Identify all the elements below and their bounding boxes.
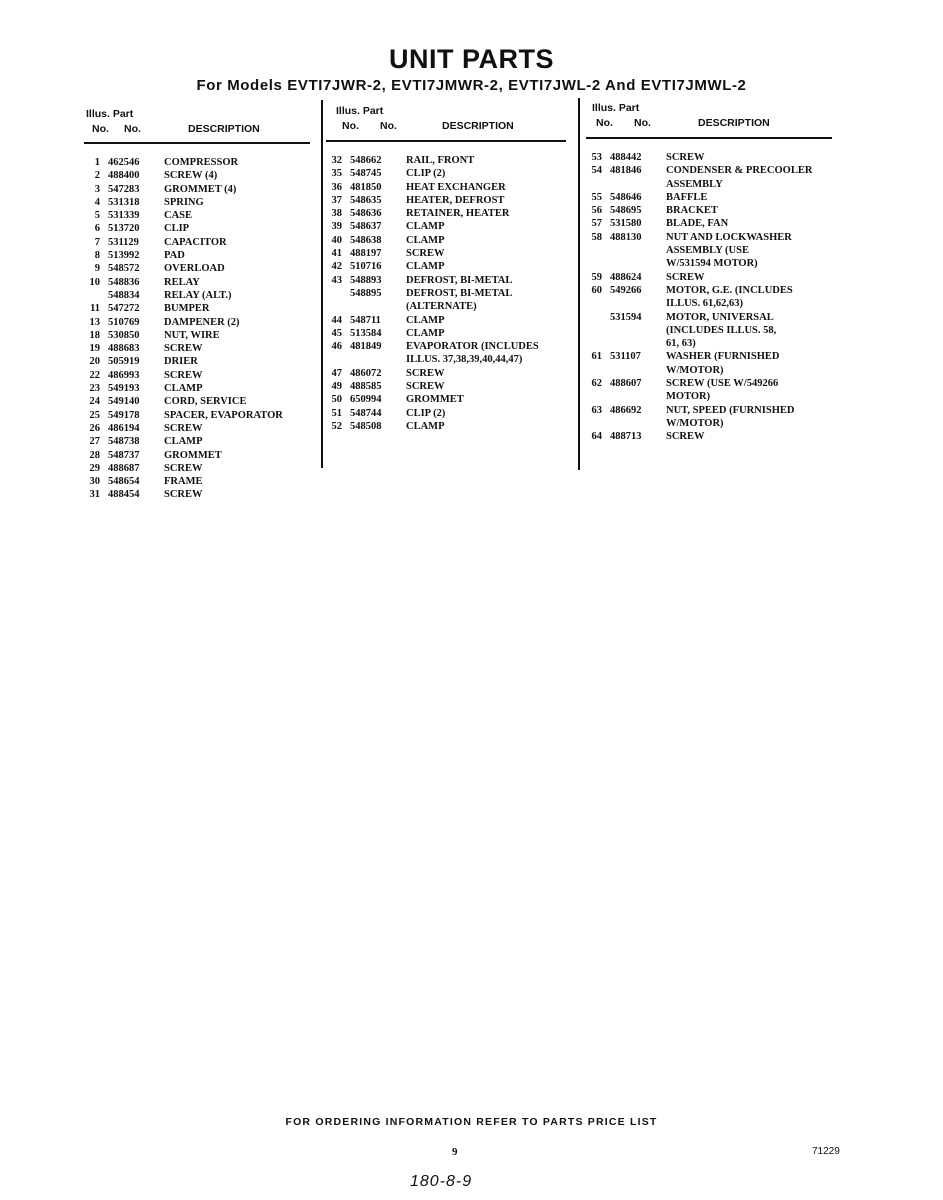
illus-number: 57 [591, 218, 602, 230]
parts-list [84, 156, 314, 502]
part-number: 481849 [350, 341, 382, 353]
part-number: 486993 [108, 369, 140, 381]
part-row [326, 420, 572, 433]
part-row [84, 222, 314, 235]
part-number: 488585 [350, 381, 382, 393]
part-description: CONDENSER & PRECOOLER ASSEMBLY [666, 165, 813, 190]
part-row [326, 407, 572, 420]
part-number: 549178 [108, 409, 140, 421]
illus-number: 52 [331, 420, 342, 432]
part-number: 549266 [610, 284, 642, 296]
illus-number: 53 [591, 152, 602, 163]
part-no-label: No. [380, 120, 397, 132]
illus-number: 37 [331, 194, 342, 206]
models-subtitle: For Models EVTI7JWR-2, EVTI7JMWR-2, EVTI7JWL-2 And EVTI7JMWL-2 [196, 77, 747, 94]
illus-number: 36 [331, 181, 342, 193]
illus-number: 41 [331, 248, 342, 260]
document-number: 71229 [812, 1146, 840, 1157]
illus-number: 28 [89, 449, 100, 461]
illus-number: 56 [591, 205, 602, 217]
part-description: SPACER, EVAPORATOR [164, 409, 283, 421]
part-description: CLAMP [164, 383, 203, 395]
part-description: CAPACITOR [164, 236, 227, 248]
illus-number: 6 [94, 223, 100, 235]
description-label: DESCRIPTION [698, 117, 770, 129]
part-description: FRAME [164, 476, 203, 488]
header-rule [326, 140, 566, 142]
part-description: BRACKET [666, 205, 718, 217]
part-row [84, 302, 314, 315]
part-description: SPRING [164, 196, 204, 208]
part-description: EVAPORATOR (INCLUDES ILLUS. 37,38,39,40,44,47) [406, 341, 539, 366]
illus-number: 60 [591, 284, 602, 296]
part-description: DRIER [164, 356, 198, 368]
header-rule [586, 137, 832, 139]
part-description: WASHER (FURNISHED W/MOTOR) [666, 351, 780, 376]
part-number: 488683 [108, 343, 140, 355]
part-row [586, 164, 836, 191]
illus-number: 32 [331, 155, 342, 166]
part-number: 548711 [350, 314, 381, 326]
illus-number: 18 [89, 329, 100, 341]
illus-no-label: No. [342, 120, 359, 132]
column-divider-2 [578, 98, 580, 470]
part-description: CLAMP [406, 234, 445, 246]
illus-number: 29 [89, 462, 100, 474]
part-row [326, 207, 572, 220]
part-description: HEATER, DEFROST [406, 194, 505, 206]
part-number: 548737 [108, 449, 140, 461]
part-row [326, 314, 572, 327]
part-row [84, 262, 314, 275]
part-row [586, 204, 836, 217]
part-number: 531339 [108, 210, 140, 222]
part-row [586, 404, 836, 431]
part-number: 547272 [108, 303, 140, 315]
part-number: 548637 [350, 221, 382, 233]
illus-number: 26 [89, 422, 100, 434]
part-description: SCREW [406, 381, 445, 393]
part-row [84, 382, 314, 395]
part-description: CORD, SERVICE [164, 396, 247, 408]
illus-number: 58 [591, 231, 602, 243]
illus-number: 46 [331, 341, 342, 353]
illus-number: 63 [591, 404, 602, 416]
part-row [326, 154, 572, 167]
part-description: CLIP (2) [406, 168, 446, 180]
illus-number: 59 [591, 271, 602, 283]
part-number: 462546 [108, 157, 140, 168]
part-row [326, 194, 572, 207]
part-number: 505919 [108, 356, 140, 368]
part-description: SCREW (4) [164, 170, 218, 182]
part-row [326, 327, 572, 340]
illus-number: 11 [90, 303, 100, 315]
part-row [326, 287, 572, 314]
illus-number: 45 [331, 327, 342, 339]
part-row [84, 276, 314, 289]
illus-number: 20 [89, 356, 100, 368]
illus-number: 22 [89, 369, 100, 381]
part-description: OVERLOAD [164, 263, 225, 275]
part-description: MOTOR, UNIVERSAL (INCLUDES ILLUS. 58, 61, 63) [666, 311, 777, 350]
part-number: 531129 [108, 236, 139, 248]
part-description: DAMPENER (2) [164, 316, 240, 328]
part-number: 548635 [350, 194, 382, 206]
part-description: RELAY (ALT.) [164, 289, 232, 301]
part-row [84, 462, 314, 475]
illus-number: 55 [591, 191, 602, 203]
part-number: 513584 [350, 327, 382, 339]
part-number: 530850 [108, 329, 140, 341]
part-row [84, 316, 314, 329]
part-description: BLADE, FAN [666, 218, 729, 230]
part-row [326, 393, 572, 406]
part-row [326, 274, 572, 287]
part-description: HEAT EXCHANGER [406, 181, 506, 193]
part-number: 548738 [108, 436, 140, 448]
part-row [84, 449, 314, 462]
part-description: CLAMP [406, 420, 445, 432]
illus-number: 39 [331, 221, 342, 233]
part-row [84, 422, 314, 435]
illus-number: 2 [94, 170, 100, 182]
part-number: 486692 [610, 404, 642, 416]
part-description: CASE [164, 210, 193, 222]
part-row [84, 169, 314, 182]
illus-number: 61 [591, 351, 602, 363]
column-header [586, 101, 836, 141]
illus-number: 43 [331, 274, 342, 286]
part-description: RETAINER, HEATER [406, 208, 510, 220]
part-description: NUT AND LOCKWASHER ASSEMBLY (USE W/531594 MOTOR) [666, 231, 792, 270]
part-number: 549193 [108, 383, 140, 395]
illus-number: 7 [94, 236, 100, 248]
part-number: 548638 [350, 234, 382, 246]
handwritten-note: 180-8-9 [410, 1173, 473, 1190]
part-number: 510769 [108, 316, 140, 328]
part-row [326, 167, 572, 180]
illus-number: 25 [89, 409, 100, 421]
column-divider-1 [321, 100, 323, 468]
part-number: 548695 [610, 205, 642, 217]
part-description: SCREW [406, 367, 445, 379]
part-description: BUMPER [164, 303, 210, 315]
part-number: 488624 [610, 271, 642, 283]
parts-column-2 [326, 104, 572, 433]
part-row [586, 430, 836, 443]
column-header [84, 106, 314, 146]
part-description: SCREW [666, 431, 705, 443]
part-number: 488442 [610, 152, 642, 163]
part-row [586, 311, 836, 351]
part-number: 488713 [610, 431, 642, 443]
part-description: BAFFLE [666, 191, 708, 203]
part-row [84, 156, 314, 169]
illus-number: 31 [89, 489, 100, 501]
part-no-label: No. [124, 123, 141, 135]
part-row [84, 435, 314, 448]
illus-number: 24 [89, 396, 100, 408]
part-description: PAD [164, 250, 185, 262]
part-row [326, 367, 572, 380]
part-number: 548893 [350, 274, 382, 286]
illus-no-label: No. [92, 123, 109, 135]
illus-number: 40 [331, 234, 342, 246]
part-description: SCREW [164, 462, 203, 474]
part-number: 531107 [610, 351, 641, 363]
illus-number: 13 [89, 316, 100, 328]
part-row [84, 475, 314, 488]
illus-number: 5 [94, 210, 100, 222]
part-description: CLAMP [164, 436, 203, 448]
illus-number: 3 [94, 183, 100, 195]
illus-number: 1 [94, 157, 100, 168]
illus-part-label: Illus. Part [86, 108, 134, 120]
part-no-label: No. [634, 117, 651, 129]
part-number: 548636 [350, 208, 382, 220]
part-description: SCREW (USE W/549266 MOTOR) [666, 378, 779, 403]
illus-number: 8 [94, 250, 100, 262]
illus-number: 23 [89, 383, 100, 395]
part-description: NUT, WIRE [164, 329, 220, 341]
illus-number: 30 [89, 476, 100, 488]
part-row [84, 409, 314, 422]
part-row [586, 191, 836, 204]
illus-number: 50 [331, 394, 342, 406]
illus-number: 62 [591, 378, 602, 390]
part-description: SCREW [164, 343, 203, 355]
page-number: 9 [452, 1146, 458, 1158]
part-number: 547283 [108, 183, 140, 195]
part-description: SCREW [164, 422, 203, 434]
part-description: DEFROST, BI-METAL (ALTERNATE) [406, 287, 513, 313]
part-row [326, 220, 572, 233]
part-description: RELAY [164, 276, 200, 288]
illus-number: 10 [89, 276, 100, 288]
ordering-footer: FOR ORDERING INFORMATION REFER TO PARTS PRICE LIST [285, 1116, 658, 1128]
part-number: 548662 [350, 155, 382, 166]
illus-number: 44 [331, 314, 342, 326]
column-header [326, 104, 572, 144]
part-number: 488607 [610, 378, 642, 390]
illus-no-label: No. [596, 117, 613, 129]
part-number: 510716 [350, 261, 382, 273]
part-description: COMPRESSOR [164, 157, 239, 168]
part-number: 488130 [610, 231, 642, 243]
part-row [84, 196, 314, 209]
illus-number: 9 [94, 263, 100, 275]
part-description: CLIP [164, 223, 190, 235]
part-row [586, 217, 836, 230]
illus-number: 4 [94, 196, 100, 208]
part-number: 548654 [108, 476, 140, 488]
illus-number: 35 [331, 168, 342, 180]
part-row [84, 369, 314, 382]
part-number: 513720 [108, 223, 140, 235]
part-row [586, 271, 836, 284]
part-row [586, 350, 836, 377]
page-title: UNIT PARTS [389, 44, 554, 74]
part-number: 548745 [350, 168, 382, 180]
part-description: SCREW [666, 152, 705, 163]
part-row [586, 151, 836, 164]
part-number: 488197 [350, 248, 382, 260]
illus-number: 38 [331, 208, 342, 220]
part-row [326, 181, 572, 194]
part-description: CLAMP [406, 221, 445, 233]
part-number: 481850 [350, 181, 382, 193]
part-description: SCREW [666, 271, 705, 283]
part-row [84, 488, 314, 501]
part-number: 488687 [108, 462, 140, 474]
part-description: CLAMP [406, 314, 445, 326]
illus-number: 19 [89, 343, 100, 355]
part-row [326, 380, 572, 393]
part-description: SCREW [406, 248, 445, 260]
part-row [84, 236, 314, 249]
part-number: 488400 [108, 170, 140, 182]
part-row [326, 340, 572, 367]
part-description: GROMMET [164, 449, 222, 461]
illus-number: 54 [591, 165, 602, 177]
illus-number: 27 [89, 436, 100, 448]
part-number: 548508 [350, 420, 382, 432]
part-description: NUT, SPEED (FURNISHED W/MOTOR) [666, 404, 795, 429]
part-description: CLAMP [406, 327, 445, 339]
part-number: 488454 [108, 489, 140, 501]
part-number: 548646 [610, 191, 642, 203]
part-row [84, 355, 314, 368]
part-description: SCREW [164, 369, 203, 381]
part-number: 548744 [350, 407, 382, 419]
part-number: 531594 [610, 311, 642, 323]
parts-list [326, 154, 572, 433]
part-row [326, 247, 572, 260]
part-number: 531580 [610, 218, 642, 230]
illus-number: 64 [591, 431, 602, 443]
part-row [84, 329, 314, 342]
illus-part-label: Illus. Part [336, 105, 384, 117]
part-row [326, 234, 572, 247]
part-number: 548572 [108, 263, 140, 275]
illus-number: 42 [331, 261, 342, 273]
part-description: CLAMP [406, 261, 445, 273]
part-number: 548895 [350, 287, 382, 299]
part-row [84, 289, 314, 302]
part-description: RAIL, FRONT [406, 155, 475, 166]
parts-column-3 [586, 101, 836, 444]
part-row [326, 260, 572, 273]
illus-number: 51 [331, 407, 342, 419]
description-label: DESCRIPTION [188, 123, 260, 135]
illus-number: 49 [331, 381, 342, 393]
part-row [84, 249, 314, 262]
part-number: 549140 [108, 396, 140, 408]
part-number: 548834 [108, 289, 140, 301]
part-number: 548836 [108, 276, 140, 288]
part-number: 481846 [610, 165, 642, 177]
part-number: 531318 [108, 196, 140, 208]
part-row [84, 209, 314, 222]
part-row [84, 395, 314, 408]
part-number: 513992 [108, 250, 140, 262]
parts-list [586, 151, 836, 444]
part-number: 650994 [350, 394, 382, 406]
part-description: MOTOR, G.E. (INCLUDES ILLUS. 61,62,63) [666, 284, 793, 310]
part-description: DEFROST, BI-METAL [406, 274, 513, 286]
header-rule [84, 142, 310, 144]
part-number: 486194 [108, 422, 140, 434]
part-description: GROMMET (4) [164, 183, 237, 195]
part-description: SCREW [164, 489, 203, 501]
part-number: 486072 [350, 367, 382, 379]
parts-column-1 [84, 106, 314, 502]
part-description: CLIP (2) [406, 407, 446, 419]
part-row [586, 284, 836, 311]
illus-part-label: Illus. Part [592, 102, 640, 114]
description-label: DESCRIPTION [442, 120, 514, 132]
illus-number: 47 [331, 367, 342, 379]
part-row [586, 231, 836, 271]
part-row [84, 183, 314, 196]
part-row [84, 342, 314, 355]
part-description: GROMMET [406, 394, 464, 406]
part-row [586, 377, 836, 404]
